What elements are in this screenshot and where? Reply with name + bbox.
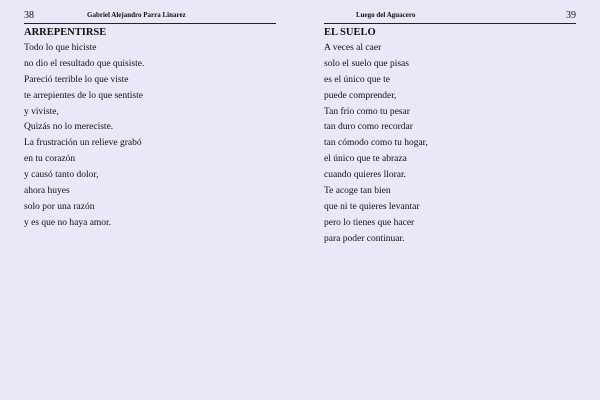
verse-line: y causó tanto dolor, — [24, 170, 99, 181]
running-head-book-title: Luego del Aguacero — [356, 11, 416, 19]
verse-line: Te acoge tan bien — [324, 186, 391, 197]
verse-line: te arrepientes de lo que sentiste — [24, 90, 143, 101]
verse-line: tan cómodo como tu hogar, — [324, 138, 428, 149]
right-page — [300, 0, 600, 400]
verse-line: puede comprender, — [324, 90, 397, 101]
verse-line: para poder continuar. — [324, 233, 405, 244]
verse-line: ahora huyes — [24, 186, 70, 197]
poem-title-arrepentirse: ARREPENTIRSE — [24, 27, 107, 38]
verse-line: Pareció terrible lo que viste — [24, 74, 129, 85]
verse-line: y viviste, — [24, 106, 59, 117]
verse-line: en tu corazón — [24, 154, 76, 165]
page-number-left: 38 — [24, 10, 34, 21]
verse-line: A veces al caer — [324, 43, 382, 53]
verse-line: La frustración un relieve grabó — [24, 138, 142, 149]
verse-line: solo el suelo que pisas — [324, 58, 409, 69]
verse-line: y es que no haya amor. — [24, 217, 112, 228]
verse-line: pero lo tienes que hacer — [324, 217, 415, 228]
verse-line: el único que te abraza — [324, 154, 407, 165]
right-page-header — [324, 9, 576, 24]
running-head-author: Gabriel Alejandro Parra Linarez — [87, 11, 186, 19]
verse-line: tan duro como recordar — [324, 122, 413, 133]
verse-line: es el único que te — [324, 74, 390, 85]
poem-verses-right — [324, 41, 428, 248]
page-number-right: 39 — [566, 10, 576, 21]
verse-line: Tan frio como tu pesar — [324, 106, 410, 117]
poem-verses-left — [24, 41, 144, 232]
poem-title-el-suelo: EL SUELO — [324, 27, 376, 38]
verse-line: cuando quieres llorar. — [324, 170, 407, 181]
verse-line: solo por una razón — [24, 201, 95, 212]
verse-line: que ni te quieres levantar — [324, 201, 420, 212]
verse-line: Todo lo que hiciste — [24, 43, 97, 53]
verse-line: Quizás no lo mereciste. — [24, 122, 114, 133]
left-page-header — [24, 9, 276, 24]
verse-line: no dio el resultado que quisiste. — [24, 58, 145, 69]
